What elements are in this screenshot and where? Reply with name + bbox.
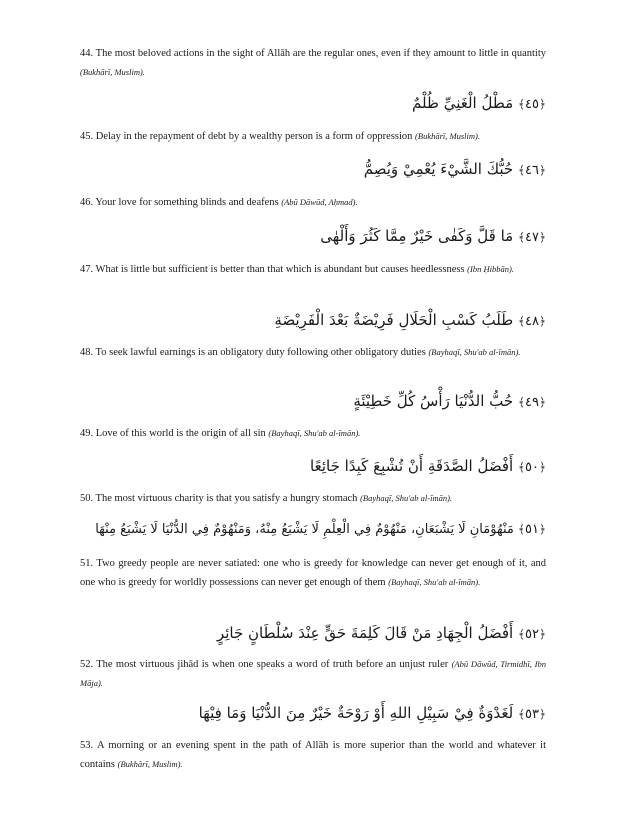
hadith-text: 45. Delay in the repayment of debt by a wealthy person is a form of oppression (80, 131, 413, 142)
ornate-bracket-close-icon: ﴾ (517, 97, 525, 111)
hadith-50-arabic (310, 457, 546, 475)
arabic-text: أَفْضَلُ الْجِهَادِ مَنْ قَالَ كَلِمَةَ حَقٍّ عِنْدَ سُلْطَانٍ جَائِرٍ (216, 624, 514, 642)
hadith-number: ٤٩ (525, 395, 539, 410)
ornate-bracket-open-icon: ﴿ (538, 395, 546, 409)
hadith-49-english (80, 424, 546, 443)
hadith-number: ٥٠ (525, 460, 539, 475)
arabic-text: حُبُّ الدُّنْيَا رَأْسُ كُلِّ خَطِيْئَةٍ (353, 392, 514, 410)
hadith-48-arabic (274, 311, 546, 329)
hadith-45-english (80, 127, 546, 146)
hadith-number: ٤٧ (525, 230, 539, 245)
ornate-bracket-close-icon: ﴾ (517, 707, 525, 721)
ornate-bracket-open-icon: ﴿ (538, 460, 546, 474)
ornate-bracket-open-icon: ﴿ (538, 314, 546, 328)
hadith-text: 50. The most virtuous charity is that you satisfy a hungry stomach (80, 493, 358, 504)
hadith-text: 51. Two greedy people are never satiated: one who is greedy for knowledge can never get enough of it, and one who is greedy for worldly possessions can never get enough of them (80, 558, 546, 588)
hadith-47-english (80, 260, 546, 279)
hadith-51-english (80, 554, 546, 592)
hadith-number: ٤٥ (525, 97, 539, 112)
hadith-source: (Ibn Ḥibbān). (467, 264, 514, 274)
hadith-44-english (80, 44, 546, 82)
ornate-bracket-open-icon: ﴿ (538, 707, 546, 721)
hadith-text: 49. Love of this world is the origin of all sin (80, 428, 266, 439)
arabic-text: أَفْضَلُ الصَّدَقَةِ أَنْ تُشْبِعَ كَبِدًا جَائِعًا (310, 457, 514, 475)
hadith-text: 44. The most beloved actions in the sight of Allāh are the regular ones, even if they amount to little in quantity (80, 48, 546, 59)
hadith-number: ٥٢ (525, 627, 539, 642)
hadith-source: (Abū Dāwūd, Tirmidhī, Ibn Māja). (80, 659, 547, 688)
arabic-text: حُبُّكَ الشَّيْءَ يُعْمِيْ وَيُصِمُّ (363, 160, 514, 178)
arabic-text: مَطْلُ الْغَنِيِّ ظُلْمٌ (412, 94, 514, 112)
ornate-bracket-close-icon: ﴾ (517, 627, 525, 641)
hadith-52-english (80, 655, 546, 693)
hadith-source: (Bayhaqī, Shu'ab al-īmān). (428, 347, 521, 357)
hadith-50-english (80, 489, 546, 508)
hadith-text: 52. The most virtuous jihād is when one speaks a word of truth before an unjust ruler (80, 659, 449, 670)
hadith-source: (Abū Dāwūd, Aḥmad). (281, 197, 358, 207)
hadith-source: (Bayhaqī, Shu'ab al-īmān). (268, 428, 361, 438)
hadith-source: (Bukhārī, Muslim). (80, 67, 145, 77)
hadith-51-arabic (95, 522, 546, 537)
hadith-text: 46. Your love for something blinds and deafens (80, 197, 279, 208)
ornate-bracket-close-icon: ﴾ (517, 522, 525, 536)
ornate-bracket-open-icon: ﴿ (538, 522, 546, 536)
hadith-number: ٥١ (525, 522, 539, 537)
ornate-bracket-open-icon: ﴿ (538, 97, 546, 111)
arabic-text: مَنْهُوْمَانِ لَا يَشْبَعَانِ، مَنْهُوْمٌ فِي الْعِلْمِ لَا يَشْبَعُ مِنْهُ، وَمَنْهُوْمٌ فِي الدُّنْيَا لَا يَشْبَعُ مِنْهَا (95, 522, 514, 537)
ornate-bracket-open-icon: ﴿ (538, 163, 546, 177)
ornate-bracket-close-icon: ﴾ (517, 395, 525, 409)
hadith-number: ٤٦ (525, 163, 539, 178)
ornate-bracket-close-icon: ﴾ (517, 314, 525, 328)
hadith-text: 53. A morning or an evening spent in the path of Allāh is more superior than the world and whatever it contains (80, 740, 546, 770)
hadith-source: (Bukhārī, Muslim). (117, 759, 183, 769)
arabic-text: مَا قَلَّ وَكَفٰى خَيْرٌ مِمَّا كَثُرَ وَأَلْهٰى (320, 227, 514, 245)
hadith-48-english (80, 343, 546, 362)
ornate-bracket-open-icon: ﴿ (538, 230, 546, 244)
hadith-46-english (80, 193, 546, 212)
hadith-source: (Bayhaqī, Shu'ab al-īmān). (388, 577, 481, 587)
ornate-bracket-close-icon: ﴾ (517, 460, 525, 474)
hadith-53-english (80, 736, 546, 774)
hadith-49-arabic (353, 392, 546, 410)
hadith-53-arabic (199, 704, 546, 722)
hadith-source: (Bukhārī, Muslim). (415, 131, 480, 141)
hadith-source: (Bayhaqī, Shu'ab al-īmān). (360, 493, 453, 503)
arabic-text: لَغَدْوَةٌ فِيْ سَبِيْلِ اللهِ أَوْ رَوْحَةٌ خَيْرٌ مِنَ الدُّنْيَا وَمَا فِيْهَا (198, 704, 514, 722)
ornate-bracket-close-icon: ﴾ (517, 230, 525, 244)
arabic-text: طَلَبُ كَسْبِ الْحَلَالِ فَرِيْضَةٌ بَعْدَ الْفَرِيْضَةِ (274, 311, 514, 329)
hadith-number: ٥٣ (525, 707, 539, 722)
hadith-text: 48. To seek lawful earnings is an obligatory duty following other obligatory duties (80, 347, 426, 358)
hadith-46-arabic (364, 160, 546, 178)
ornate-bracket-close-icon: ﴾ (517, 163, 525, 177)
hadith-text: 47. What is little but sufficient is better than that which is abundant but causes heedlessness (80, 264, 465, 275)
hadith-45-arabic (412, 94, 546, 112)
hadith-47-arabic (320, 227, 546, 245)
ornate-bracket-open-icon: ﴿ (538, 627, 546, 641)
hadith-number: ٤٨ (525, 314, 539, 329)
hadith-52-arabic (217, 624, 546, 642)
